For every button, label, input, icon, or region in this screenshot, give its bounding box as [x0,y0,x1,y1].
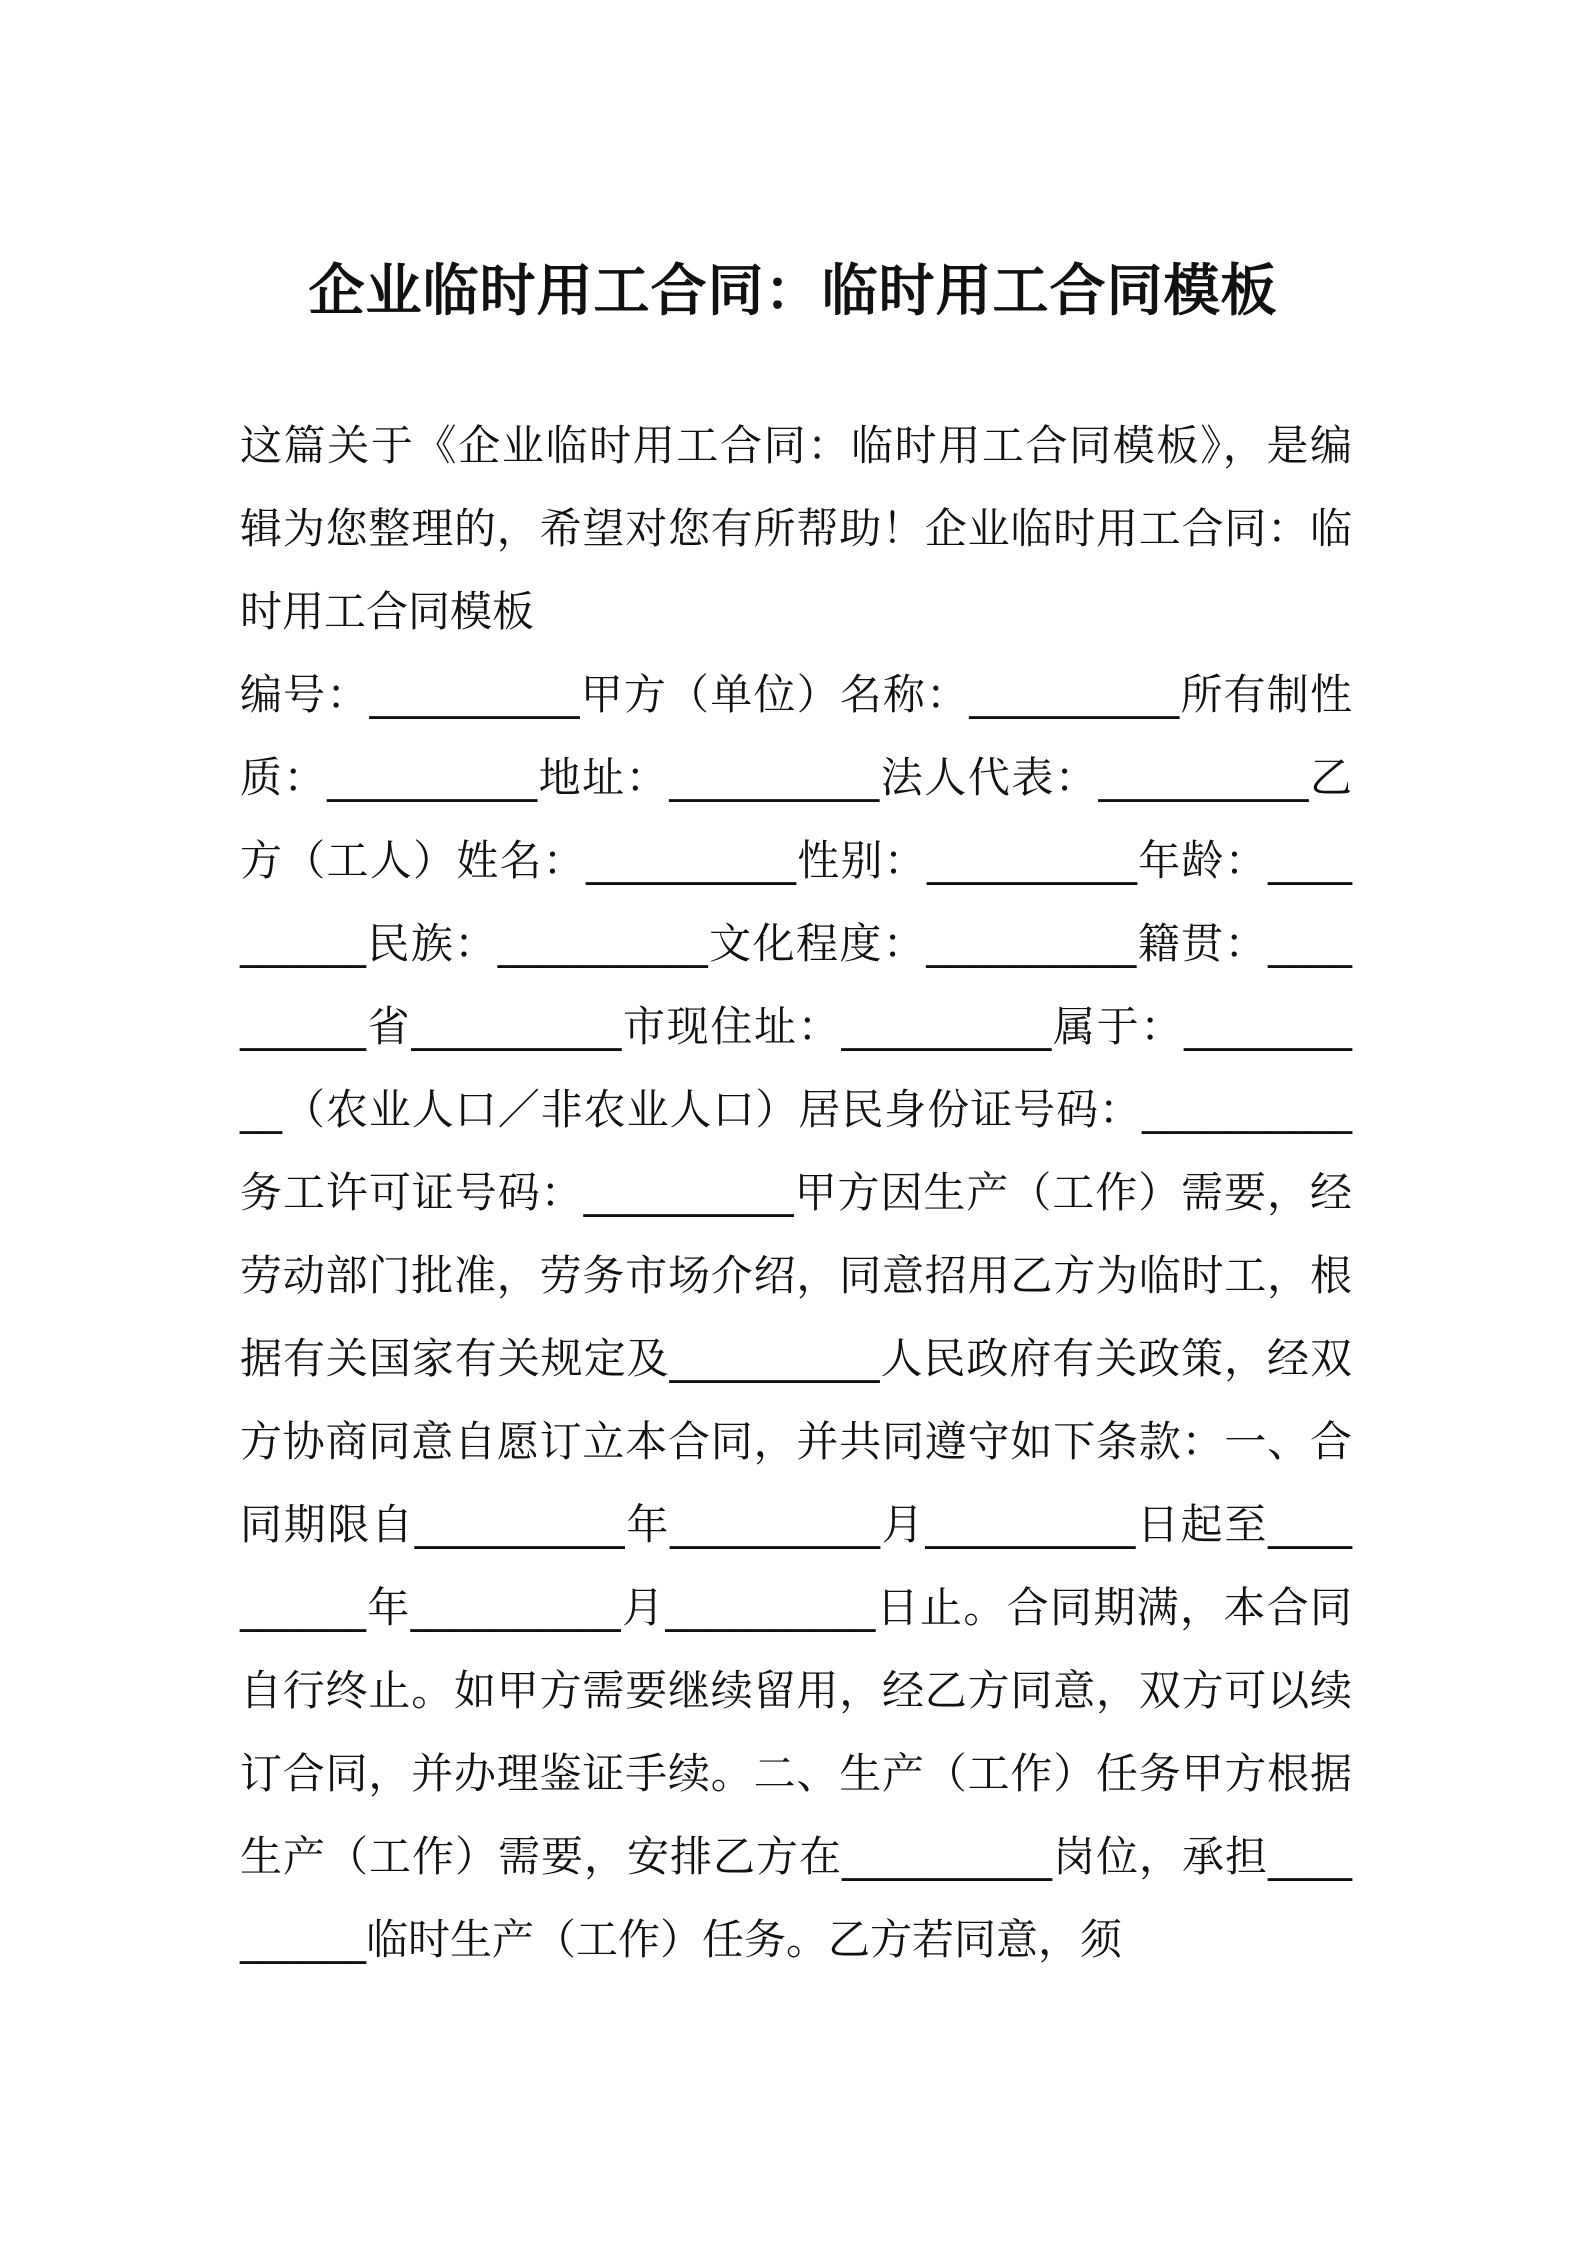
document-title: 企业临时用工合同：临时用工合同模板 [308,259,1278,324]
document-body [240,404,1352,1981]
intro-paragraph: 这篇关于《企业临时用工合同：临时用工合同模板》，是编辑为您整理的，希望对您有所帮助！企业临时用工合同：临时用工合同模板 [240,421,1352,636]
contract-paragraph: 编号：__________甲方（单位）名称：__________所有制性质：__________地址：__________法人代表：__________乙方（工人）姓名：__________性别：__________年龄：__________民族：__________文化程度：__________籍贯：__________省__________市现住址：__________属于：__________（农业人口／非农业人口）居民身份证号码：__________务工许可证号码：__________甲方因生产（工作）需要，经劳动部门批准，劳务市场介绍，同意招用乙方为临时工，根据有关国家有关规定及__________人民政府有关政策，经双方协商同意自愿订立本合同，并共同遵守如下条款：一、合同期限自__________年__________月__________日起至__________年__________月__________日止。合同期满，本合同自行终止。如甲方需要继续留用，经乙方同意，双方可以续订合同，并办理鉴证手续。二、生产（工作）任务甲方根据生产（工作）需要，安排乙方在__________岗位，承担__________临时生产（工作）任务。乙方若同意，须 [240,670,1352,1964]
